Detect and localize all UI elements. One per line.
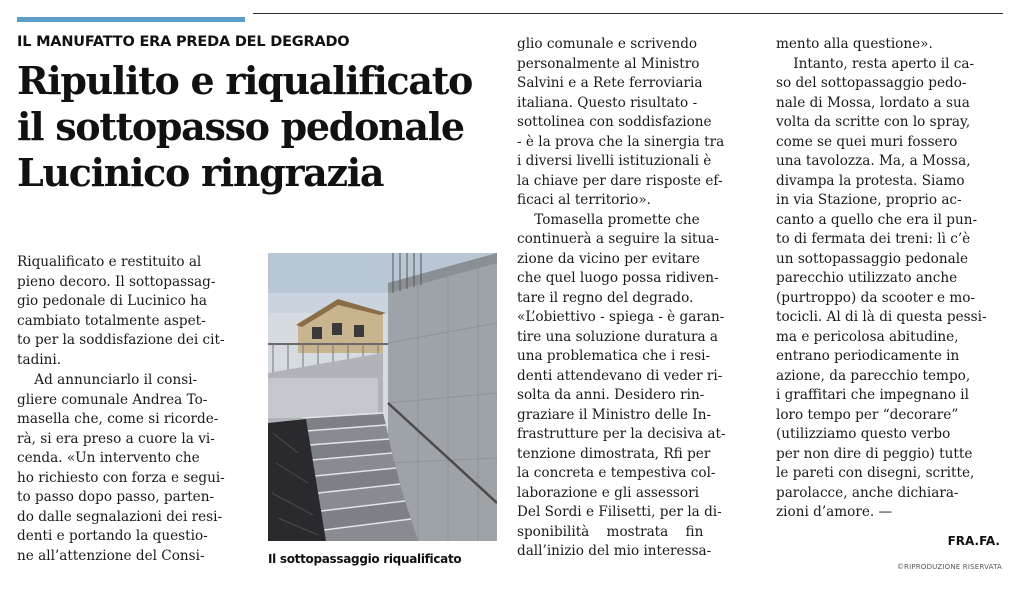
photo-caption: Il sottopassaggio riqualificato [268,552,462,566]
headline [17,58,517,196]
text-line: tocicli. Al di là di questa pessi- [776,309,987,325]
text-line: italiana. Questo risultato - [517,94,698,111]
text-line: parecchio utilizzato anche [776,270,958,286]
text-line: denti e portando la questio- [17,528,208,544]
text-line: una problematica che i resi- [517,348,711,364]
text-line: Intanto, resta aperto il ca- [776,55,975,72]
text-line: to passo dopo passo, parten- [17,489,215,505]
text-line: (utilizziamo questo verbo [776,426,951,442]
author-signature: FRA.FA. [947,534,1000,548]
article-column-2 [517,35,726,562]
article-column-1-continued [17,371,225,566]
article-column-3 [776,35,987,523]
text-line: entrano periodicamente in [776,348,960,364]
kicker: IL MANUFATTO ERA PREDA DEL DEGRADO [17,34,350,50]
text-line: azione, da parecchio tempo, [776,367,971,384]
text-line: la concreta e tempestiva col- [517,465,716,481]
text-line: Ad annunciarlo il consi- [17,372,198,388]
text-line: personalmente al Ministro [517,55,700,72]
text-line: le pareti con disegni, scritte, [776,465,975,481]
headline-line: Ripulito e riqualificato [17,58,473,103]
reproduction-notice: ©RIPRODUZIONE RISERVATA [896,563,1002,571]
text-line: come se quei muri fossero [776,133,958,150]
text-line: dall’inizio del mio interessa- [517,543,712,559]
text-line: gliere comunale Andrea To- [17,391,208,408]
text-line: «L’obiettivo - spiega - è garan- [517,309,725,325]
text-line: pieno decoro. Il sottopassag- [17,273,216,290]
text-line: to di fermata dei treni: lì c’è [776,231,971,247]
text-line: solta da anni. Desidero rin- [517,387,705,403]
top-rule [253,13,1003,14]
article-column-1 [17,253,225,370]
text-line: laborazione e gli assessori [517,484,699,501]
headline-line: il sottopasso pedonale [17,104,464,149]
text-line: (purtroppo) da scooter e mo- [776,289,976,306]
text-line: sottolinea con soddisfazione [517,114,712,130]
text-line: frastrutture per la decisiva at- [517,426,726,442]
text-line: ficaci al territorio». [517,192,652,208]
text-line: glio comunale e scrivendo [517,36,698,52]
text-line: - è la prova che la sinergia tra [517,133,725,150]
text-line: to per la soddisfazione dei cit- [17,332,225,348]
text-line: loro tempo per “decorare” [776,406,959,423]
text-line: nale di Mossa, lordato a sua [776,94,970,111]
text-line: la chiave per dare risposte ef- [517,172,723,189]
text-line: continuerà a seguire la situa- [517,231,719,247]
text-line: Tomasella promette che [517,211,700,228]
text-line: graziare il Ministro delle In- [517,406,712,423]
text-line: ma e pericolosa abitudine, [776,328,959,345]
text-line: zione da vicino per evitare [517,250,700,267]
text-line: un sottopassaggio pedonale [776,250,969,267]
text-line: tare il regno del degrado. [517,289,694,306]
text-line: Salvini e a Rete ferroviaria [517,75,703,91]
text-line: i graffitari che impegnano il [776,387,969,403]
text-line: canto a quello che era il pun- [776,211,978,228]
text-line: volta da scritte con lo spray, [776,114,971,130]
text-line: masella che, come si ricorde- [17,411,219,427]
headline-line: Lucinico ringrazia [17,150,384,195]
text-line: per non dire di peggio) tutte [776,445,973,462]
text-line: tire una soluzione duratura a [517,328,718,345]
text-line: do dalle segnalazioni dei resi- [17,508,223,525]
article-photo [268,253,497,541]
text-line: ho richiesto con forza e segui- [17,469,225,486]
text-line: gio pedonale di Lucinico ha [17,293,207,309]
text-line: parolacce, anche dichiara- [776,484,959,501]
text-line: Riqualificato e restituito al [17,254,202,270]
text-line: in via Stazione, proprio ac- [776,192,962,208]
text-line: una tavolozza. Ma, a Mossa, [776,153,971,169]
text-line: divampa la protesta. Siamo [776,172,965,189]
text-line: tenzione dimostrata, Rfi per [517,445,711,462]
text-line: ne all’attenzione del Consi- [17,547,205,564]
text-line: mento alla questione». [776,36,933,52]
text-line: cenda. «Un intervento che [17,450,200,466]
text-line: che quel luogo possa ridiven- [517,270,719,286]
text-line: cambiato totalmente aspet- [17,312,206,329]
text-line: sponibilità mostrata fin [517,523,704,540]
text-line: zioni d’amore. — [776,504,893,520]
text-line: i diversi livelli istituzionali è [517,153,712,169]
text-line: denti attendevano di veder ri- [517,367,723,384]
text-line: so del sottopassaggio pedo- [776,75,967,91]
text-line: tadini. [17,351,62,368]
accent-bar [17,17,245,22]
text-line: rà, si era preso a cuore la vi- [17,430,215,447]
text-line: Del Sordi e Filisetti, per la di- [517,504,722,520]
